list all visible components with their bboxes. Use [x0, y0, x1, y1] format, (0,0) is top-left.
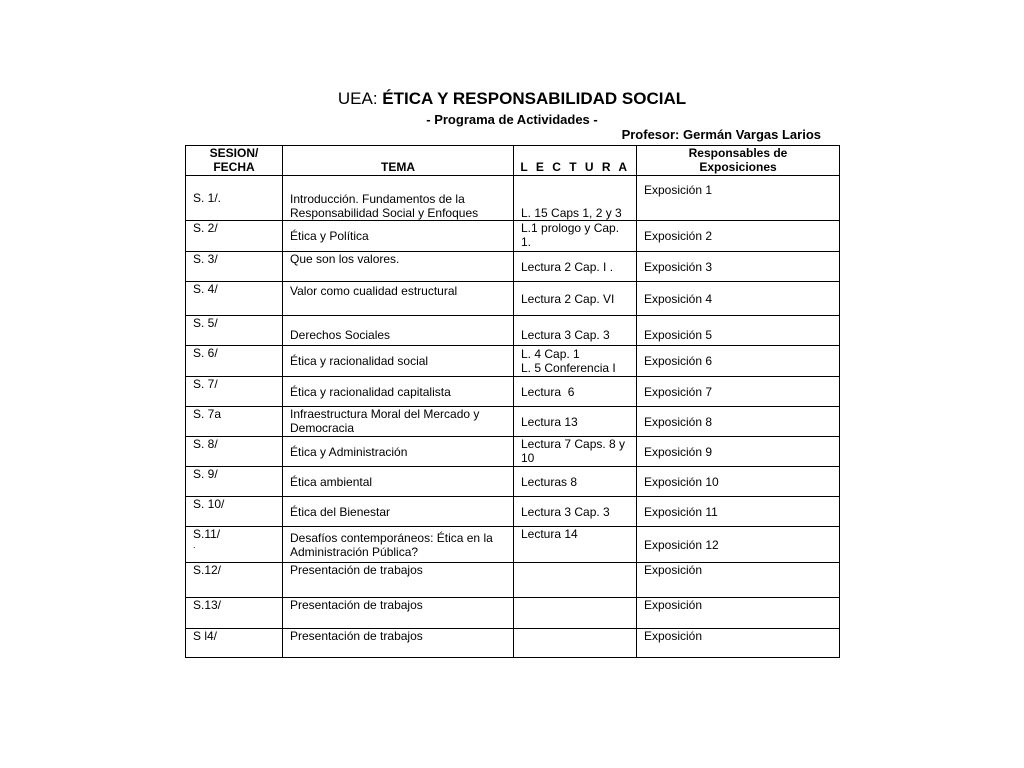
cell-tema: Presentación de trabajos — [283, 598, 514, 629]
cell-sesion: S. 7/ — [186, 377, 283, 407]
cell-sesion: S l4/ — [186, 629, 283, 658]
table-row — [186, 563, 840, 598]
cell-exposicion: Exposición — [637, 598, 840, 629]
cell-sesion: S. 9/ — [186, 467, 283, 497]
cell-exposicion: Exposición 11 — [637, 497, 840, 527]
cell-lectura: Lectura 7 Caps. 8 y 10 — [514, 437, 637, 467]
cell-exposicion: Exposición 6 — [637, 346, 840, 377]
cell-tema: Presentación de trabajos — [283, 629, 514, 658]
cell-exposicion: Exposición 8 — [637, 407, 840, 437]
column-header-responsables: Responsables de Exposiciones — [637, 146, 840, 176]
column-header-sesion: SESION/ FECHA — [186, 146, 283, 176]
cell-exposicion: Exposición 2 — [637, 221, 840, 252]
cell-lectura: Lectura 14 — [514, 527, 637, 563]
cell-tema: Valor como cualidad estructural — [283, 282, 514, 316]
table-row — [186, 252, 840, 282]
cell-tema: Derechos Sociales — [283, 316, 514, 346]
cell-exposicion: Exposición 4 — [637, 282, 840, 316]
table-row — [186, 467, 840, 497]
table-row — [186, 346, 840, 377]
cell-sesion: S. 7a — [186, 407, 283, 437]
cell-tema: Ética ambiental — [283, 467, 514, 497]
cell-exposicion: Exposición 10 — [637, 467, 840, 497]
table-row — [186, 407, 840, 437]
column-header-tema: TEMA — [283, 146, 514, 176]
cell-lectura: L.1 prologo y Cap. 1. — [514, 221, 637, 252]
cell-sesion: S. 8/ — [186, 437, 283, 467]
cell-lectura: Lectura 6 — [514, 377, 637, 407]
table-header-row — [186, 146, 840, 176]
cell-lectura: Lectura 2 Cap. VI — [514, 282, 637, 316]
cell-lectura: Lectura 3 Cap. 3 — [514, 497, 637, 527]
cell-sesion: S. 6/ — [186, 346, 283, 377]
cell-tema: Ética del Bienestar — [283, 497, 514, 527]
cell-sesion: S.13/ — [186, 598, 283, 629]
cell-tema: Presentación de trabajos — [283, 563, 514, 598]
cell-exposicion: Exposición — [637, 563, 840, 598]
activities-table — [185, 145, 840, 658]
cell-tema: Desafíos contemporáneos: Ética en la Administración Pública? — [283, 527, 514, 563]
cell-lectura: L. 15 Caps 1, 2 y 3 — [514, 176, 637, 221]
cell-exposicion: Exposición 5 — [637, 316, 840, 346]
cell-lectura — [514, 563, 637, 598]
cell-exposicion: Exposición 9 — [637, 437, 840, 467]
cell-sesion: S. 3/ — [186, 252, 283, 282]
professor-name: Profesor: Germán Vargas Larios — [621, 127, 821, 142]
cell-sesion: S. 1/. — [186, 176, 283, 221]
cell-sesion: S. 10/ — [186, 497, 283, 527]
title-prefix: UEA: — [337, 89, 383, 108]
cell-exposicion: Exposición 12 — [637, 527, 840, 563]
cell-lectura — [514, 629, 637, 658]
cell-tema: Infraestructura Moral del Mercado y Democracia — [283, 407, 514, 437]
title-main: ÉTICA Y RESPONSABILIDAD SOCIAL — [382, 89, 687, 108]
cell-tema: Ética y Política — [283, 221, 514, 252]
table-row — [186, 497, 840, 527]
cell-lectura — [514, 598, 637, 629]
cell-sesion: S. 2/ — [186, 221, 283, 252]
cell-sesion: S.12/ — [186, 563, 283, 598]
cell-tema: Ética y racionalidad social — [283, 346, 514, 377]
cell-tema: Introducción. Fundamentos de la Responsabilidad Social y Enfoques — [283, 176, 514, 221]
table-row — [186, 221, 840, 252]
cell-exposicion: Exposición 3 — [637, 252, 840, 282]
cell-sesion: S. 4/ — [186, 282, 283, 316]
table-row — [186, 316, 840, 346]
document-title — [0, 89, 1024, 109]
table-row — [186, 527, 840, 563]
cell-lectura: Lectura 13 — [514, 407, 637, 437]
cell-tema: Ética y racionalidad capitalista — [283, 377, 514, 407]
column-header-lectura: L E C T U R A — [514, 146, 637, 176]
cell-sesion: S. 5/ — [186, 316, 283, 346]
cell-lectura: L. 4 Cap. 1 L. 5 Conferencia I — [514, 346, 637, 377]
cell-sesion: S.11/ . — [186, 527, 283, 563]
cell-lectura: Lecturas 8 — [514, 467, 637, 497]
table-row — [186, 176, 840, 221]
cell-exposicion: Exposición — [637, 629, 840, 658]
table-row — [186, 437, 840, 467]
document-subtitle: - Programa de Actividades - — [426, 112, 598, 127]
table-row — [186, 598, 840, 629]
table-row — [186, 282, 840, 316]
cell-lectura: Lectura 2 Cap. I . — [514, 252, 637, 282]
cell-exposicion: Exposición 7 — [637, 377, 840, 407]
cell-tema: Ética y Administración — [283, 437, 514, 467]
table-row — [186, 377, 840, 407]
table-row — [186, 629, 840, 658]
cell-exposicion: Exposición 1 — [637, 176, 840, 221]
cell-lectura: Lectura 3 Cap. 3 — [514, 316, 637, 346]
cell-tema: Que son los valores. — [283, 252, 514, 282]
